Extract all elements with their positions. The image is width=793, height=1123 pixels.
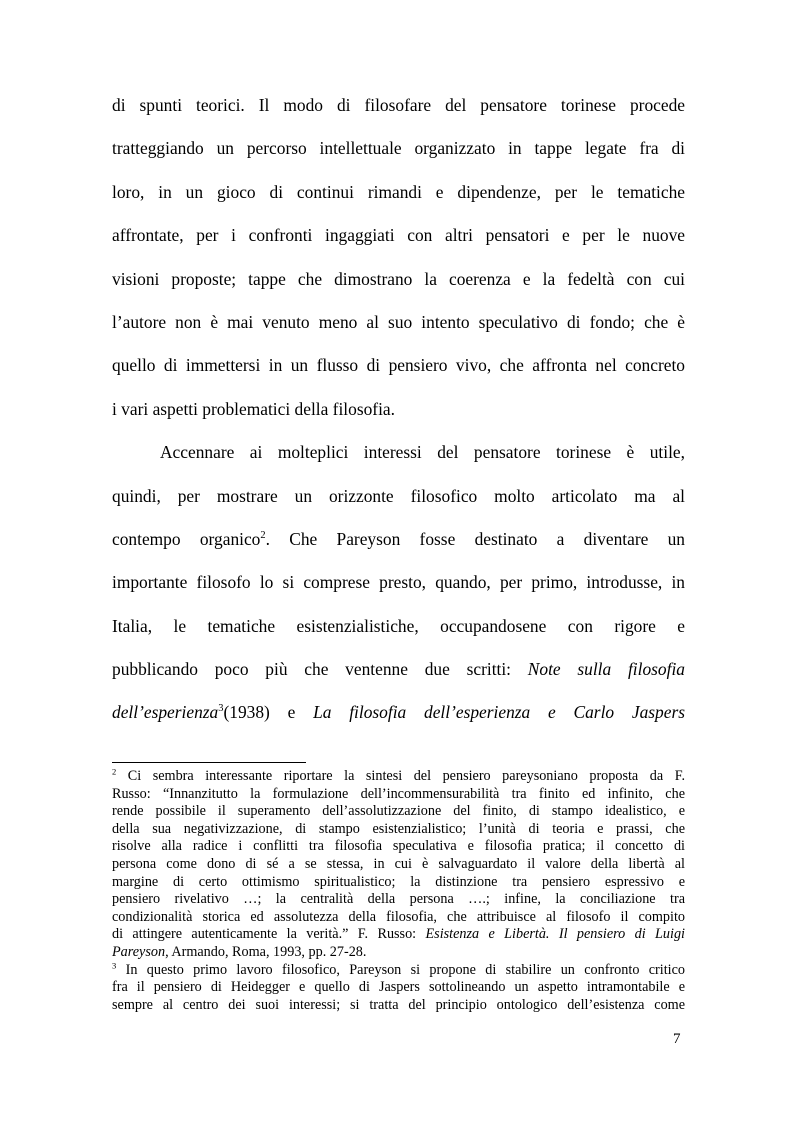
text-run: tratteggiando un percorso intellettuale organizzato in tappe legate fra di	[112, 138, 685, 159]
text-run: Accennare ai molteplici interessi del pensatore torinese è utile,	[160, 442, 685, 463]
body-line	[112, 127, 685, 170]
body-line	[112, 171, 685, 214]
footnote-line	[112, 997, 685, 1015]
body-line	[112, 518, 685, 561]
text-run: risolve alla radice i conflitti tra filosofia speculativa e filosofia pratica; il concetto di	[112, 838, 685, 855]
text-run: persona come dono di sé a se stessa, in cui è salvaguardato il valore della libertà al	[112, 855, 685, 872]
text-run: Pareyson	[112, 943, 166, 960]
body-line	[112, 691, 685, 734]
text-run: contempo organico	[112, 528, 261, 549]
text-run: La filosofia dell’esperienza e Carlo Jaspers	[313, 702, 685, 723]
text-run: , Armando, Roma, 1993, pp. 27-28.	[165, 943, 367, 960]
footnote-line	[112, 838, 685, 856]
footnote-line	[112, 821, 685, 839]
text-run: pensiero rivelativo …; la centralità della persona ….; infine, la conciliazione tra	[112, 891, 685, 908]
body-line	[112, 475, 685, 518]
text-run: . Che Pareyson fosse destinato a diventare un	[265, 528, 685, 549]
footnote-line	[112, 926, 685, 944]
text-run: margine di certo ottimismo spiritualistico; la distinzione tra pensiero espressivo e	[112, 873, 685, 890]
page-number: 7	[673, 1031, 681, 1047]
body-line	[112, 301, 685, 344]
footnote-line	[112, 979, 685, 997]
body-line	[112, 258, 685, 301]
footnote-separator	[112, 762, 306, 763]
text-run: Italia, le tematiche esistenzialistiche, occupandosene con rigore e	[112, 615, 685, 636]
body-line	[112, 388, 685, 431]
text-run: l’autore non è mai venuto meno al suo intento speculativo di fondo; che è	[112, 311, 685, 332]
text-run: di spunti teorici. Il modo di filosofare del pensatore torinese procede	[112, 95, 685, 115]
text-run: della sua negativizzazione, di stampo esistenzialistico; l’unità di teoria e prassi, che	[112, 820, 685, 837]
text-run: Note sulla filosofia	[527, 659, 685, 680]
text-run: rende possibile il superamento dell’assolutizzazione del finito, di stampo idealistico, e	[112, 803, 685, 820]
body-text	[112, 84, 685, 735]
footnote-marker: 3	[218, 703, 224, 715]
footnote-marker: 2	[260, 530, 266, 542]
text-run: dell’esperienza	[112, 702, 219, 723]
footnote-line	[112, 786, 685, 804]
text-run: visioni proposte; tappe che dimostrano la coerenza e la fedeltà con cui	[112, 268, 685, 289]
footnote-line	[112, 891, 685, 909]
text-run: pubblicando poco più che ventenne due scritti:	[112, 659, 528, 680]
text-run: di attingere autenticamente la verità.” F. Russo:	[112, 926, 426, 943]
footnote-line	[112, 944, 685, 962]
footnote-line	[112, 874, 685, 892]
text-run: i vari aspetti problematici della filosofia.	[112, 398, 395, 419]
text-run: importante filosofo lo si comprese presto, quando, per primo, introdusse, in	[112, 572, 685, 593]
footnote-marker: 2	[112, 766, 117, 777]
text-run: (1938) e	[223, 702, 314, 723]
body-line	[112, 561, 685, 604]
footnotes	[112, 768, 685, 1014]
body-line	[112, 648, 685, 691]
footnote-line	[112, 959, 685, 980]
text-run: quindi, per mostrare un orizzonte filosofico molto articolato ma al	[112, 485, 685, 506]
body-line	[112, 605, 685, 648]
text-run: Russo: “Innanzitutto la formulazione dell’incommensurabilità tra finito ed infinito, che	[112, 785, 685, 802]
text-run: loro, in un gioco di continui rimandi e dipendenze, per le tematiche	[112, 181, 685, 202]
text-run: quello di immettersi in un flusso di pensiero vivo, che affronta nel concreto	[112, 355, 685, 376]
text-run: condizionalità storica ed assolutezza della filosofia, che attribuisce al filosofo il compito	[112, 908, 685, 925]
footnote-line	[112, 768, 685, 786]
text-run: sempre al centro dei suoi interessi; si tratta del principio ontologico dell’esistenza come	[112, 996, 685, 1013]
text-run: In questo primo lavoro filosofico, Pareyson si propone di stabilire un confronto critico	[116, 961, 685, 978]
text-run: affrontate, per i confronti ingaggiati con altri pensatori e per le nuove	[112, 225, 685, 246]
footnote-marker: 3	[112, 959, 117, 970]
body-line	[112, 84, 685, 127]
footnote-line	[112, 909, 685, 927]
text-run: Esistenza e Libertà. Il pensiero di Luigi	[425, 926, 685, 943]
body-line	[112, 344, 685, 387]
footnote-line	[112, 803, 685, 821]
body-line	[112, 214, 685, 257]
body-line	[112, 431, 685, 474]
text-run: Ci sembra interessante riportare la sintesi del pensiero pareysoniano proposta da F.	[116, 768, 685, 784]
text-run: fra il pensiero di Heidegger e quello di Jaspers sottolineando un aspetto intramontabile e	[112, 979, 685, 996]
footnote-line	[112, 856, 685, 874]
